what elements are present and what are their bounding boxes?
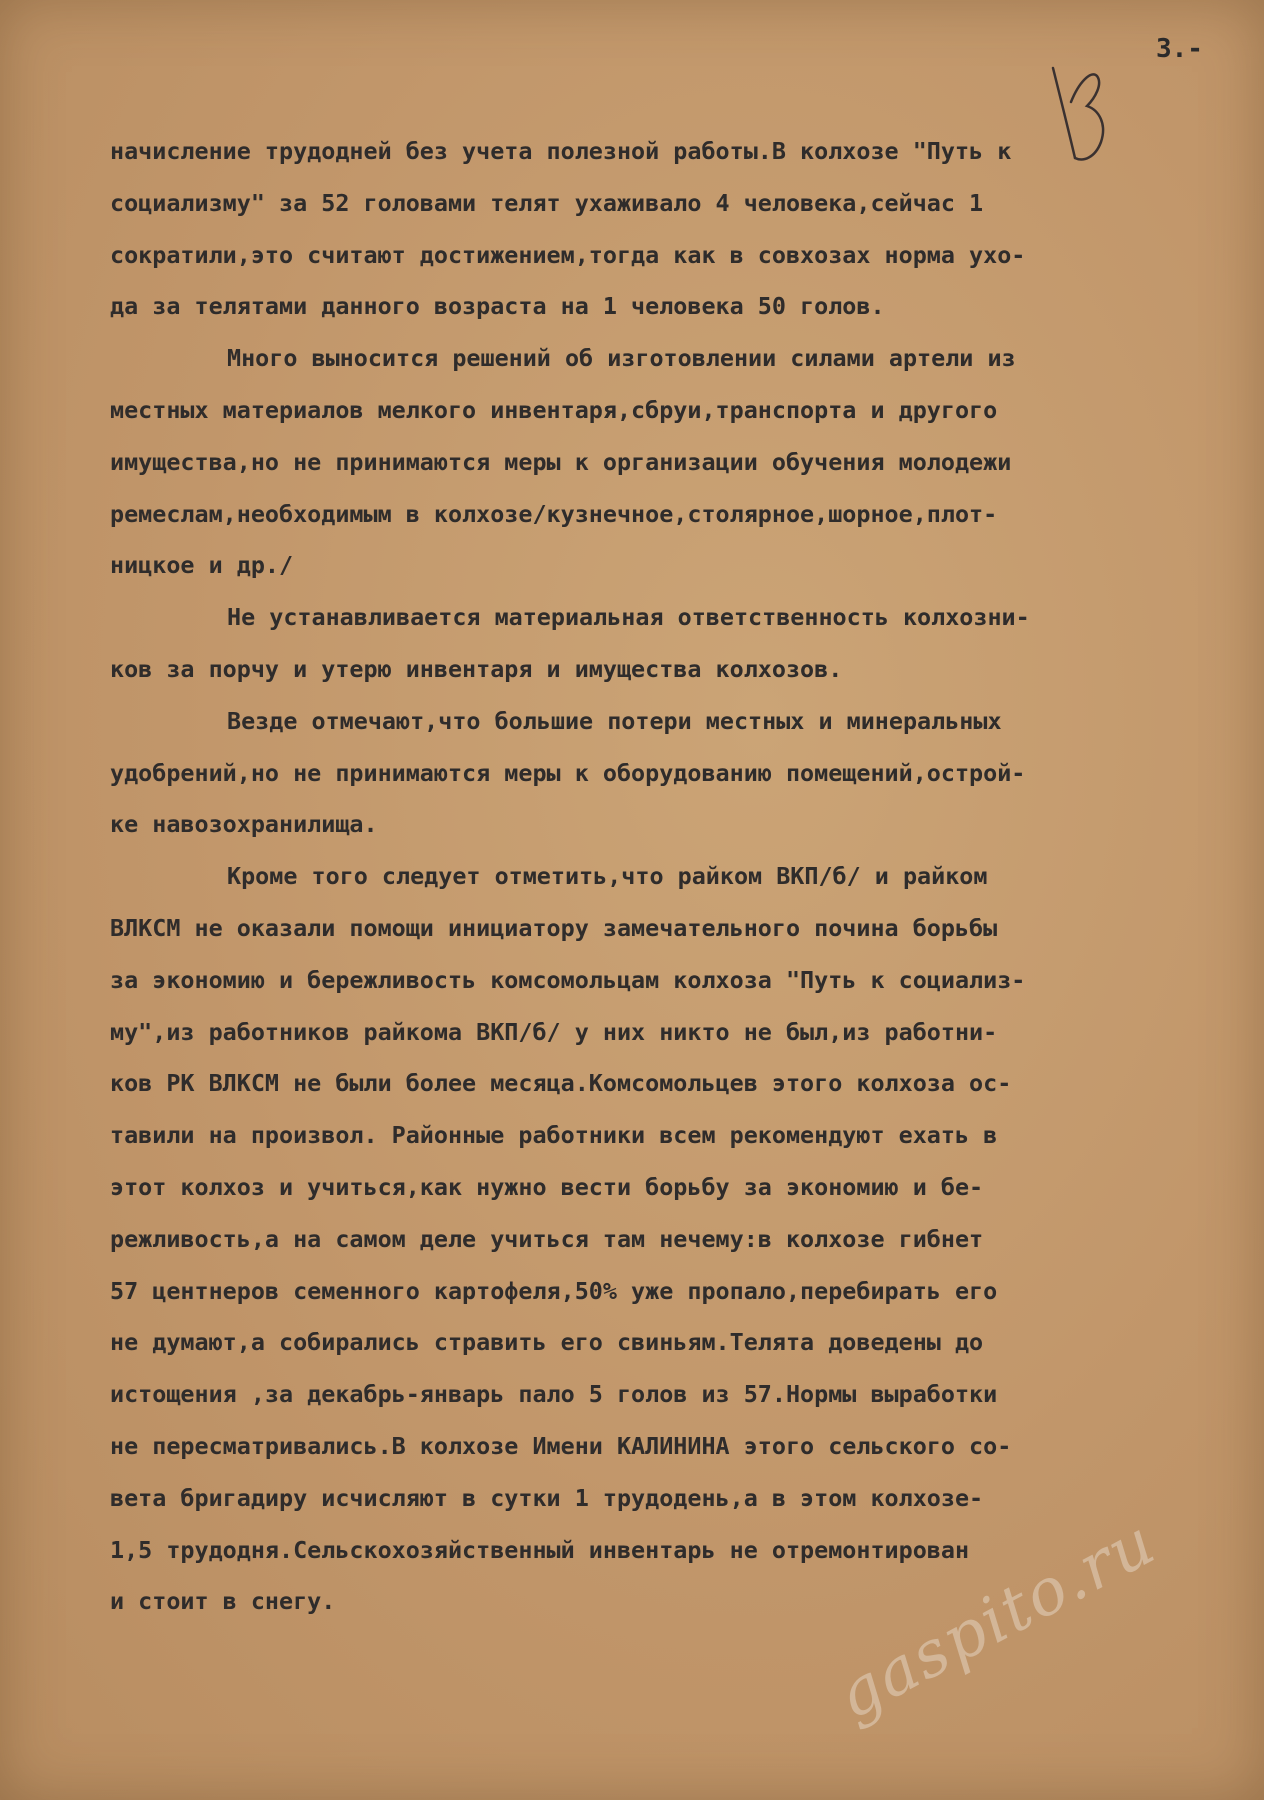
text-line: социализму" за 52 головами телят ухаживало 4 человека,сейчас 1 xyxy=(110,188,984,217)
text-line: этот колхоз и учиться,как нужно вести борьбу за экономию и бе- xyxy=(110,1172,984,1201)
text-line: ков РК ВЛКСМ не были более месяца.Комсомольцев этого колхоза ос- xyxy=(110,1069,1012,1098)
text-line: удобрений,но не принимаются меры к оборудованию помещений,острой- xyxy=(110,758,1026,787)
page-number: 3.- xyxy=(1156,34,1203,64)
text-line: за экономию и бережливость комсомольцам колхоза "Путь к социализ- xyxy=(110,965,1026,994)
text-line: Везде отмечают,что большие потери местных и минеральных xyxy=(227,706,1002,735)
paragraph xyxy=(110,696,1240,851)
text-line: не думают,а собирались стравить его свиньям.Телята доведены до xyxy=(110,1328,984,1357)
text-line: тавили на произвол. Районные работники всем рекомендуют ехать в xyxy=(110,1121,998,1150)
text-line: сократили,это считают достижением,тогда как в совхозах норма ухо- xyxy=(110,240,1026,269)
paragraph xyxy=(110,333,1240,592)
text-line: ницкое и др./ xyxy=(110,551,294,580)
text-line: не пересматривались.В колхозе Имени КАЛИНИНА этого сельского со- xyxy=(110,1431,1012,1460)
typed-body xyxy=(110,126,1240,1628)
text-line: ВЛКСМ не оказали помощи инициатору замечательного почина борьбы xyxy=(110,913,998,942)
text-line: да за телятами данного возраста на 1 человека 50 голов. xyxy=(110,292,885,321)
text-line: истощения ,за декабрь-январь пало 5 голов из 57.Нормы выработки xyxy=(110,1380,998,1409)
text-line: ке навозохранилища. xyxy=(110,810,378,839)
text-line: режливость,а на самом деле учиться там нечему:в колхозе гибнет xyxy=(110,1224,984,1253)
text-line: Много выносится решений об изготовлении силами артели из xyxy=(227,344,1016,373)
paragraph xyxy=(110,592,1240,696)
paragraph xyxy=(110,126,1240,333)
text-line: Кроме того следует отметить,что райком ВКП/б/ и райком xyxy=(227,862,988,891)
text-line: ков за порчу и утерю инвентаря и имущества колхозов. xyxy=(110,654,843,683)
text-line: начисление трудодней без учета полезной работы.В колхозе "Путь к xyxy=(110,137,1012,165)
text-line: имущества,но не принимаются меры к организации обучения молодежи xyxy=(110,447,1012,476)
paragraph xyxy=(110,851,1240,1628)
text-line: и стоит в снегу. xyxy=(110,1587,336,1616)
text-line: 57 центнеров семенного картофеля,50% уже пропало,перебирать его xyxy=(110,1276,998,1305)
text-line: 1,5 трудодня.Сельскохозяйственный инвентарь не отремонтирован xyxy=(110,1535,970,1564)
text-line: Не устанавливается материальная ответственность колхозни- xyxy=(227,603,1030,632)
text-line: ремеслам,необходимым в колхозе/кузнечное,столярное,шорное,плот- xyxy=(110,499,998,528)
text-line: местных материалов мелкого инвентаря,сбруи,транспорта и другого xyxy=(110,395,998,424)
watermark: gaspito.ru xyxy=(825,1504,1168,1734)
text-line: му",из работников райкома ВКП/б/ у них никто не был,из работни- xyxy=(110,1017,998,1046)
text-line: вета бригадиру исчисляют в сутки 1 трудодень,а в этом колхозе- xyxy=(110,1483,984,1512)
